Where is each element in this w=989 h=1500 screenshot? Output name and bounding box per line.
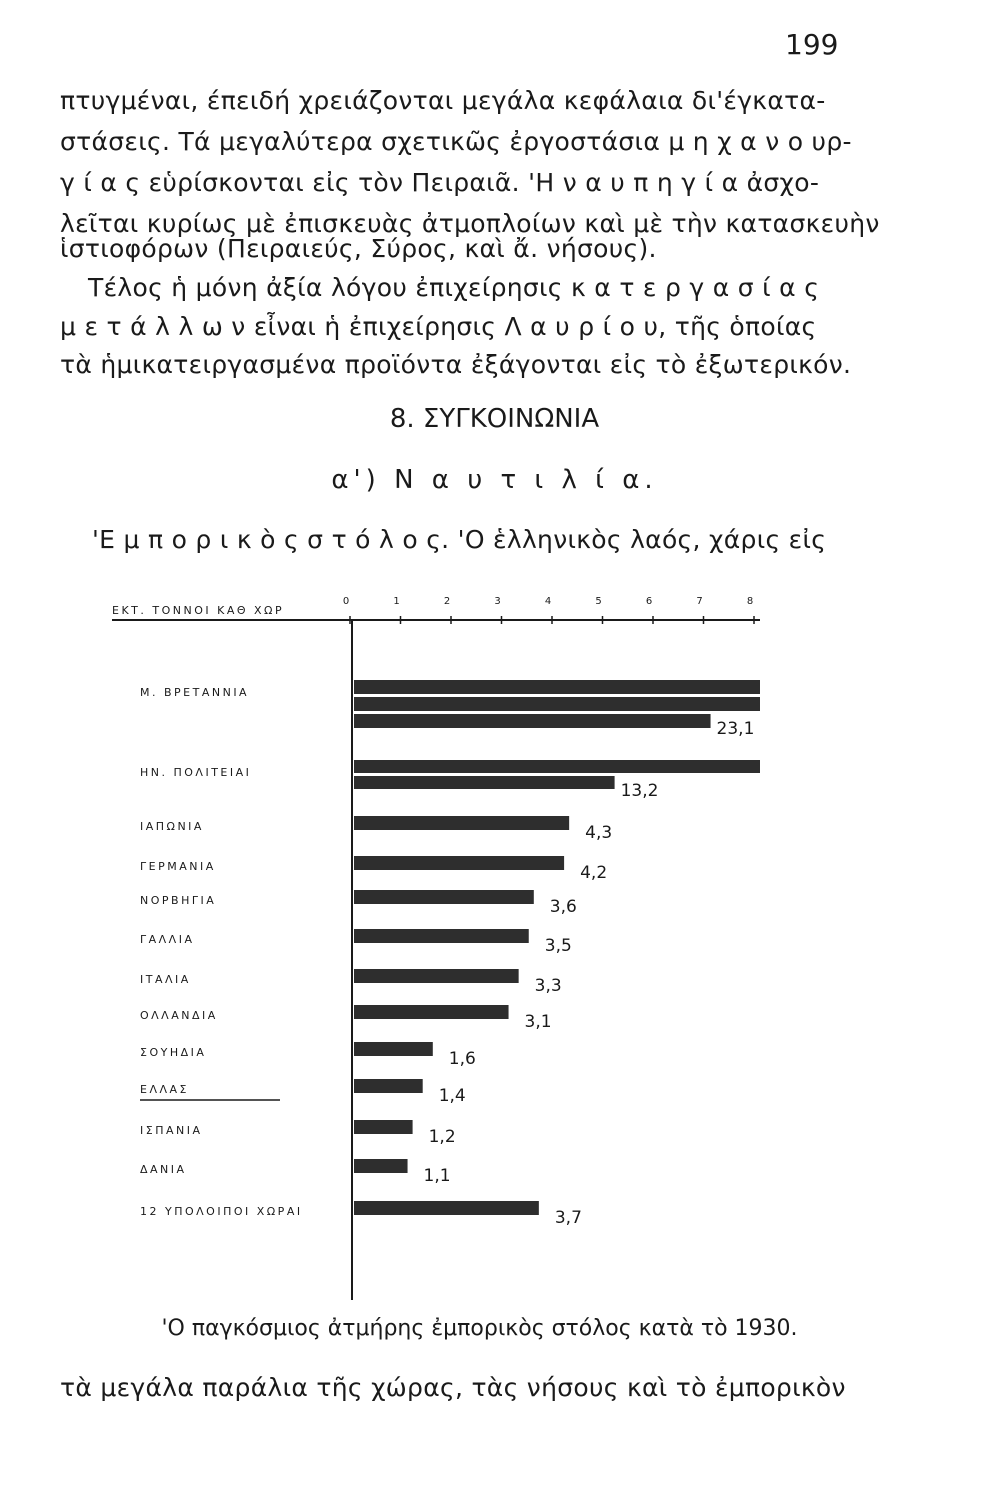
category-label: ΕΛΛΑΣ [140,1083,189,1096]
category-label: Μ. ΒΡΕΤΑΝΝΙΑ [140,686,250,699]
bar [354,1042,433,1056]
section-heading: 8. ΣΥΓΚΟΙΝΩΝΙΑ [389,404,600,434]
bar [354,969,519,983]
paragraph-2-line: Τέλος ἡ μόνη ἀξία λόγου ἐπιχείρησις κ α τ ε ρ γ α σ ί α ς [88,273,820,302]
paragraph-3: 'Ε μ π ο ρ ι κ ὸ ς σ τ ό λ ο ς. 'Ο ἑλληνικὸς λαός, χάρις εἰς [92,525,827,554]
last-line: τὰ μεγάλα παράλια τῆς χώρας, τὰς νήσους καὶ τὸ ἐμπορικὸν [60,1373,846,1402]
paragraph-1-line: στάσεις. Τά μεγαλύτερα σχετικῶς ἐργοστάσια μ η χ α ν ο υρ- [60,127,852,156]
x-axis-title: ΕΚΤ. ΤΟΝΝΟΙ ΚΑΘ ΧΩΡ [112,604,285,617]
bar [354,697,760,711]
bar [354,760,760,773]
category-label: ΟΛΛΑΝΔΙΑ [140,1009,218,1022]
category-label: ΗΝ. ΠΟΛΙΤΕΙΑΙ [140,766,252,779]
data-label: 4,3 [585,823,613,843]
bar [354,1120,413,1134]
x-tick-label: 3 [494,596,501,607]
x-tick-label: 5 [595,596,602,607]
bar [354,1159,408,1173]
bar [354,680,760,694]
x-tick-label: 0 [342,596,350,607]
category-label: ΓΑΛΛΙΑ [140,933,195,946]
data-label: 3,1 [524,1012,552,1032]
category-label: ΝΟΡΒΗΓΙΑ [140,894,217,907]
page-number: 199 [785,28,839,61]
x-tick-label: 1 [393,596,400,607]
bar [354,816,569,830]
paragraph-2-line: μ ε τ ά λ λ ω ν εἶναι ἡ ἐπιχείρησις Λ α υ ρ ί ο υ, τῆς ὁποίας [60,312,817,341]
x-tick-label: 2 [443,596,451,607]
x-tick-label: 6 [645,596,653,607]
paragraph-1-line: λεῖται κυρίως μὲ ἐπισκευὰς ἀτμοπλοίων καὶ μὲ τὴν κατασκευὴν [60,209,880,238]
bar [354,1201,539,1215]
category-label: ΔΑΝΙΑ [140,1163,187,1176]
paragraph-1-line: γ ί α ς εὑρίσκονται εἰς τὸν Πειραιᾶ. 'Η ν α υ π η γ ί α ἀσχο- [60,168,820,197]
x-tick-label: 7 [696,596,703,607]
category-label: ΣΟΥΗΔΙΑ [140,1046,207,1059]
paragraph-1-line: ἱστιοφόρων (Πειραιεύς, Σύρος, καὶ ἄ. νήσους). [60,234,657,263]
data-label: 23,1 [716,719,755,739]
data-label: 4,2 [580,863,608,883]
data-label: 1,1 [423,1166,451,1186]
bar [354,856,564,870]
category-label: ΙΤΑΛΙΑ [140,973,191,986]
bar [354,1005,509,1019]
data-label: 1,4 [438,1086,466,1106]
data-label: 1,2 [428,1127,456,1147]
x-tick-label: 8 [746,596,754,607]
bar [354,714,711,728]
category-label: ΓΕΡΜΑΝΙΑ [140,860,216,873]
data-label: 1,6 [448,1049,476,1069]
x-tick-label: 4 [544,596,552,607]
bar [354,929,529,943]
category-label: 12 ΥΠΟΛΟΙΠΟΙ ΧΩΡΑΙ [140,1205,303,1218]
data-label: 13,2 [620,781,659,801]
bar [354,776,615,789]
category-label: ΙΑΠΩΝΙΑ [140,820,204,833]
bar [354,890,534,904]
subsection-heading: α') Ν α υ τ ι λ ί α. [331,465,658,495]
data-label: 3,5 [544,936,572,956]
paragraph-1-line: πτυγμέναι, έπειδή χρειάζονται μεγάλα κεφάλαια δι'έγκατα- [60,86,826,115]
chart-caption: 'Ο παγκόσμιος ἀτμήρης ἐμπορικὸς στόλος κατὰ τὸ 1930. [161,1316,798,1341]
category-label: ΙΣΠΑΝΙΑ [140,1124,203,1137]
bar [354,1079,423,1093]
data-label: 3,6 [549,897,577,917]
paragraph-2-line: τὰ ἡμικατειργασμένα προϊόντα ἐξάγονται εἰς τὸ ἐξωτερικόν. [60,350,852,379]
data-label: 3,3 [534,976,562,996]
data-label: 3,7 [554,1208,582,1228]
